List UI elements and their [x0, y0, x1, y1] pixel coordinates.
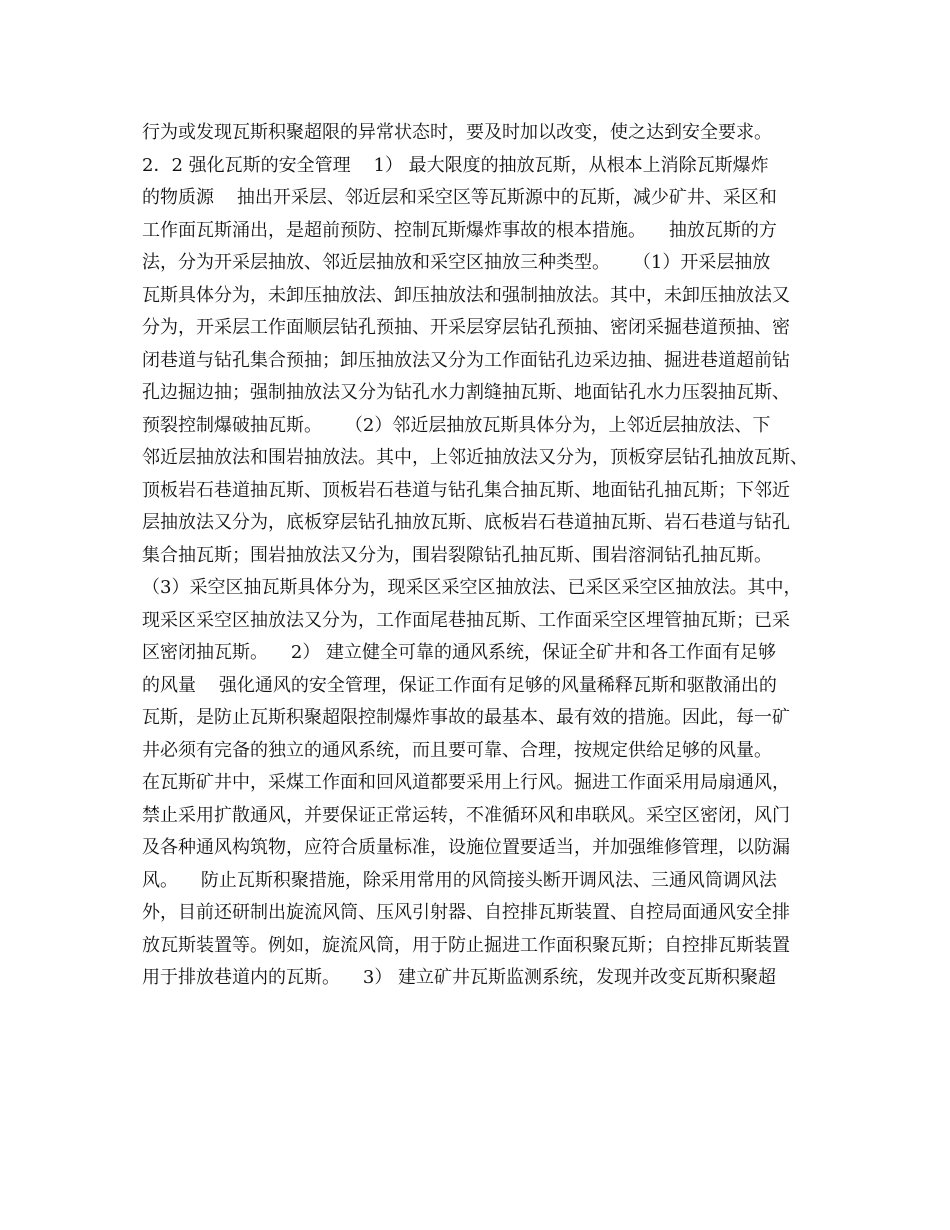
text-line: 瓦斯具体分为，未卸压抽放法、卸压抽放法和强制抽放法。其中，未卸压抽放法又 — [142, 284, 790, 306]
text-line: 用于排放巷道内的瓦斯。 3） 建立矿井瓦斯监测系统，发现并改变瓦斯积聚超 — [142, 967, 777, 988]
text-line: 层抽放法又分为，底板穿层钻孔抽放瓦斯、底板岩石巷道抽瓦斯、岩石巷道与钻孔 — [142, 512, 790, 533]
text-line: 风。 防止瓦斯积聚措施，除采用常用的风筒接头断开调风法、三通风筒调风法 — [142, 869, 777, 891]
text-line: 区密闭抽瓦斯。 2） 建立健全可靠的通风系统，保证全矿井和各工作面有足够 — [142, 642, 777, 663]
text-line: 及各种通风构筑物，应符合质量标准，设施位置要适当，并加强维修管理，以防漏 — [142, 837, 790, 858]
text-line: 法，分为开采层抽放、邻近层抽放和采空区抽放三种类型。 （1）开采层抽放 — [142, 252, 771, 273]
text-line: 的风量 强化通风的安全管理，保证工作面有足够的风量稀释瓦斯和驱散涌出的 — [142, 674, 777, 696]
text-line: 的物质源 抽出开采层、邻近层和采空区等瓦斯源中的瓦斯，减少矿井、采区和 — [142, 187, 777, 208]
text-line: 外，目前还研制出旋流风筒、压风引射器、自控排瓦斯装置、自控局面通风安全排 — [142, 902, 790, 923]
text-line: 现采区采空区抽放法又分为，工作面尾巷抽瓦斯、工作面采空区埋管抽瓦斯；已采 — [142, 609, 790, 631]
text-line: 分为，开采层工作面顺层钻孔预抽、开采层穿层钻孔预抽、密闭采掘巷道预抽、密 — [142, 317, 790, 338]
text-line: 预裂控制爆破抽瓦斯。 （2）邻近层抽放瓦斯具体分为，上邻近层抽放法、下 — [142, 414, 771, 436]
body-text — [142, 117, 832, 995]
text-line: 禁止采用扩散通风，并要保证正常运转，不准循环风和串联风。采空区密闭，风门 — [142, 804, 790, 826]
text-line: 工作面瓦斯涌出，是超前预防、控制瓦斯爆炸事故的根本措施。 抽放瓦斯的方 — [142, 219, 777, 241]
text-line: （3）采空区抽瓦斯具体分为，现采区采空区抽放法、已采区采空区抽放法。其中， — [142, 577, 802, 598]
text-line: 2．2 强化瓦斯的安全管理 1） 最大限度的抽放瓦斯，从根本上消除瓦斯爆炸 — [142, 154, 769, 176]
text-line: 集合抽瓦斯；围岩抽放法又分为，围岩裂隙钻孔抽瓦斯、围岩溶洞钻孔抽瓦斯。 — [142, 544, 772, 566]
text-line: 在瓦斯矿井中，采煤工作面和回风道都要采用上行风。掘进工作面采用局扇通风， — [142, 772, 790, 793]
text-line: 行为或发现瓦斯积聚超限的异常状态时，要及时加以改变，使之达到安全要求。 — [142, 122, 772, 143]
text-line: 井必须有完备的独立的通风系统，而且要可靠、合理，按规定供给足够的风量。 — [142, 739, 772, 761]
text-line: 邻近层抽放法和围岩抽放法。其中，上邻近抽放法又分为，顶板穿层钻孔抽放瓦斯、 — [142, 447, 808, 468]
text-line: 闭巷道与钻孔集合预抽；卸压抽放法又分为工作面钻孔边采边抽、掘进巷道超前钻 — [142, 349, 790, 371]
text-line: 孔边掘边抽；强制抽放法又分为钻孔水力割缝抽瓦斯、地面钻孔水力压裂抽瓦斯、 — [142, 382, 790, 403]
text-line: 放瓦斯装置等。例如，旋流风筒，用于防止掘进工作面积聚瓦斯；自控排瓦斯装置 — [142, 934, 790, 956]
text-line: 顶板岩石巷道抽瓦斯、顶板岩石巷道与钻孔集合抽瓦斯、地面钻孔抽瓦斯；下邻近 — [142, 479, 790, 501]
text-line: 瓦斯，是防止瓦斯积聚超限控制爆炸事故的最基本、最有效的措施。因此，每一矿 — [142, 707, 790, 728]
